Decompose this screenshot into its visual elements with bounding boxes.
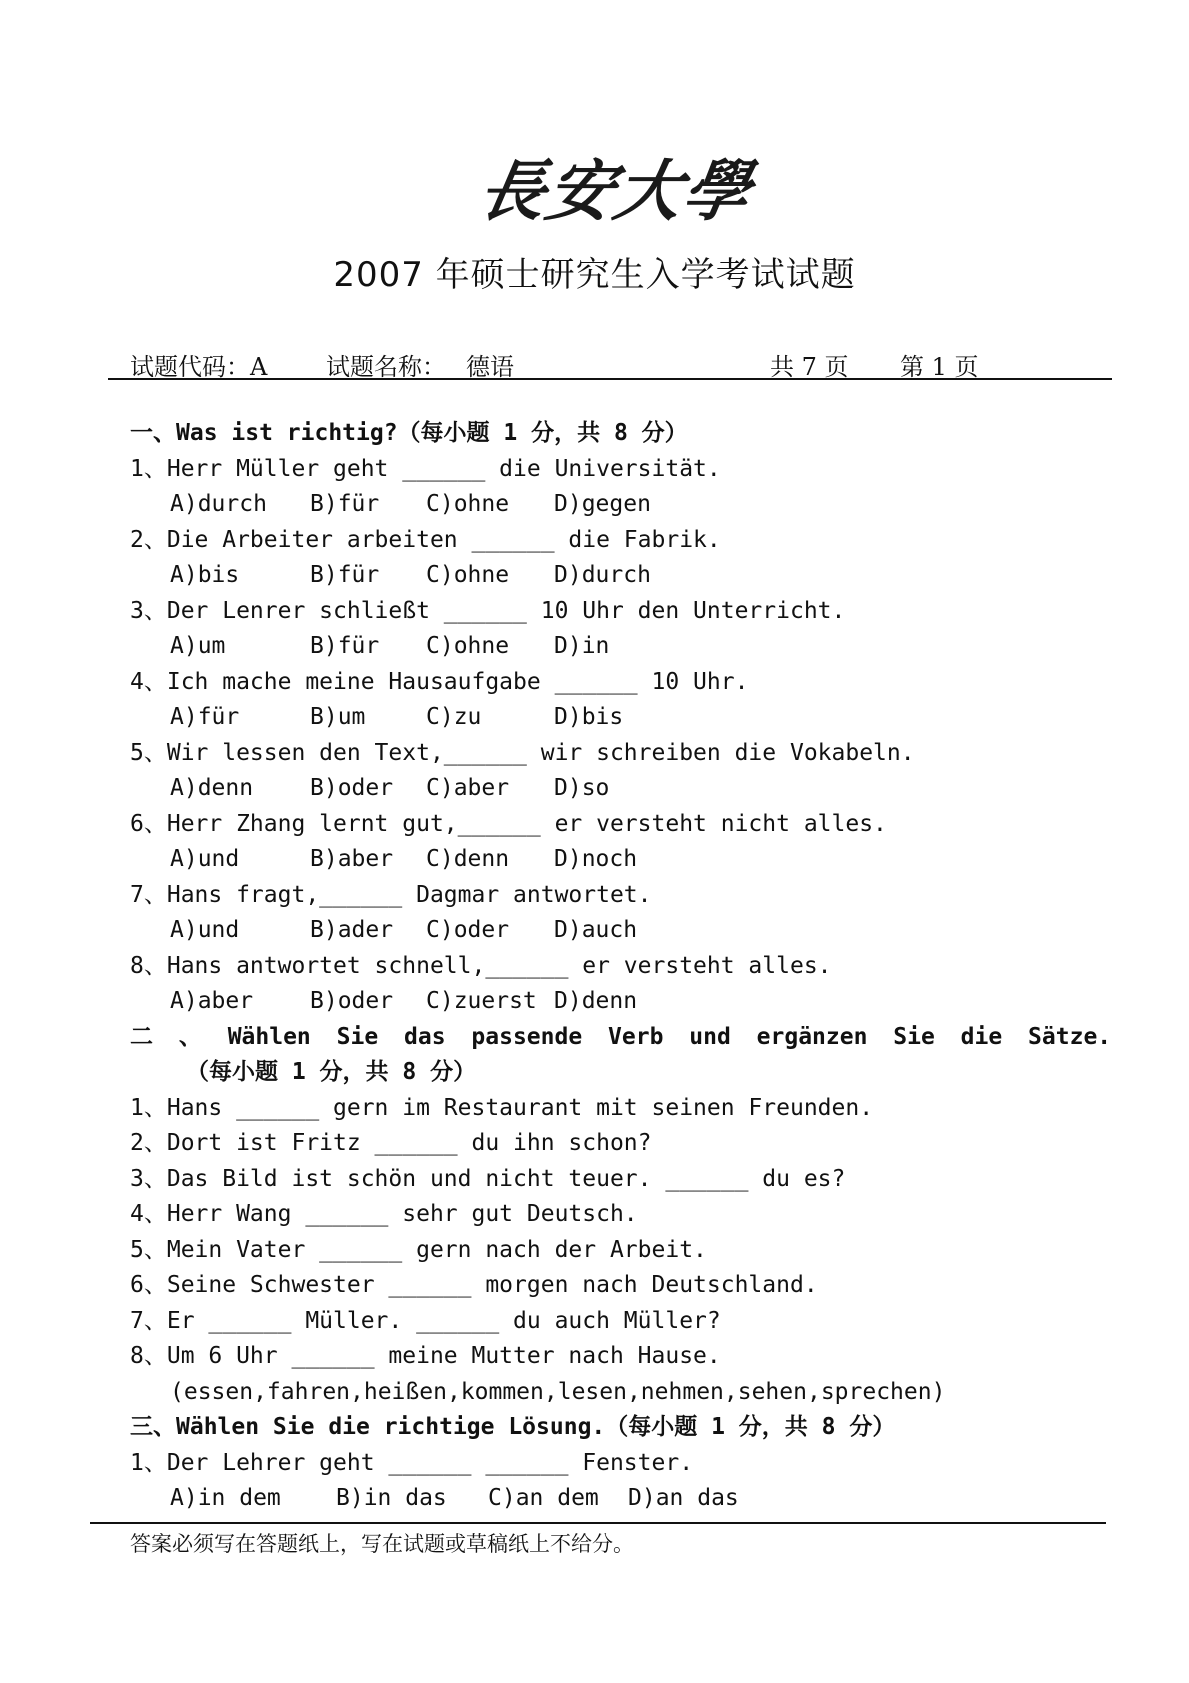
fill-question-4: 4、Herr Wang ______ sehr gut Deutsch.: [130, 1201, 638, 1227]
option-d: D)in: [554, 633, 610, 659]
option-a: A)denn: [170, 775, 254, 801]
option-c: C)ohne: [426, 491, 510, 517]
question-4-options: [130, 700, 1090, 736]
fill-question-2: 2、Dort ist Fritz ______ du ihn schon?: [130, 1130, 652, 1156]
exam-name-value: 德语: [466, 353, 514, 381]
section-1-questions: [130, 452, 1090, 1020]
option-d: D)noch: [554, 846, 638, 872]
question-6-options: [130, 842, 1090, 878]
header-rule: [108, 378, 1112, 380]
option-c: C)ohne: [426, 562, 510, 588]
option-c: C)ohne: [426, 633, 510, 659]
option-d: D)so: [554, 775, 610, 801]
question-1: 1、Der Lehrer geht ______ ______ Fenster.: [130, 1449, 694, 1476]
option-c: C)zu: [426, 704, 482, 730]
option-a: A)durch: [170, 491, 267, 517]
option-b: B)oder: [310, 988, 394, 1014]
question-3: 3、Der Lenrer schließt ______ 10 Uhr den Unterricht.: [130, 597, 846, 624]
option-d: D)auch: [554, 917, 638, 943]
exam-code: 试题代码：A: [130, 353, 268, 381]
section-3-questions: [130, 1446, 1090, 1517]
option-b: B)für: [310, 633, 380, 659]
option-a: A)bis: [170, 562, 240, 588]
option-d: D)gegen: [554, 491, 651, 517]
option-a: A)für: [170, 704, 240, 730]
word-bank: (essen,fahren,heißen,kommen,lesen,nehmen,sehen,sprechen): [170, 1378, 946, 1405]
question-3-options: [130, 629, 1090, 665]
question-2: 2、Die Arbeiter arbeiten ______ die Fabrik.: [130, 526, 721, 553]
fill-question-5: 5、Mein Vater ______ gern nach der Arbeit.: [130, 1236, 707, 1263]
option-c: C)aber: [426, 775, 510, 801]
fill-question-8: 8、Um 6 Uhr ______ meine Mutter nach Hause.: [130, 1343, 721, 1369]
fill-question-7: 7、Er ______ Müller. ______ du auch Müller?: [130, 1307, 721, 1334]
fill-question-1: 1、Hans ______ gern im Restaurant mit seinen Freunden.: [130, 1094, 874, 1121]
exam-content: [130, 416, 1112, 1517]
question-5: 5、Wir lessen den Text,______ wir schreiben die Vokabeln.: [130, 739, 915, 766]
question-6: 6、Herr Zhang lernt gut,______ er versteht nicht alles.: [130, 810, 887, 837]
option-c: C)zuerst: [426, 988, 537, 1014]
option-a: A)und: [170, 846, 240, 872]
option-d: D)an das: [628, 1485, 739, 1511]
option-b: B)ader: [310, 917, 394, 943]
exam-info-bar: [130, 347, 1110, 381]
option-d: D)durch: [554, 562, 651, 588]
option-b: B)für: [310, 491, 380, 517]
option-c: C)an dem: [488, 1485, 599, 1511]
option-c: C)denn: [426, 846, 510, 872]
exam-name-label: 试题名称：: [326, 353, 446, 381]
section-2-title: 二 、 Wählen Sie das passende Verb und ergänzen Sie die Sätze.: [130, 1023, 1112, 1050]
question-1-options: [130, 1481, 1090, 1517]
option-c: C)oder: [426, 917, 510, 943]
exam-title: 2007 年硕士研究生入学考试试题: [333, 255, 856, 295]
university-logo: 長安大學: [472, 152, 759, 230]
section-2-questions: [130, 1091, 1090, 1375]
option-b: B)um: [310, 704, 366, 730]
fill-question-3: 3、Das Bild ist schön und nicht teuer. ______ du es?: [130, 1165, 846, 1192]
footer-rule: [90, 1522, 1106, 1524]
option-b: B)für: [310, 562, 380, 588]
option-b: B)in das: [336, 1485, 447, 1511]
question-2-options: [130, 558, 1090, 594]
question-1: 1、Herr Müller geht ______ die Universität.: [130, 455, 721, 482]
question-1-options: [130, 487, 1090, 523]
option-b: B)aber: [310, 846, 394, 872]
option-a: A)und: [170, 917, 240, 943]
section-2-subtitle: （每小题 1 分，共 8 分）: [186, 1059, 477, 1085]
fill-question-6: 6、Seine Schwester ______ morgen nach Deutschland.: [130, 1272, 818, 1298]
option-d: D)bis: [554, 704, 624, 730]
total-pages: 共 7 页: [770, 353, 849, 381]
footer-note: 答案必须写在答题纸上，写在试题或草稿纸上不给分。: [130, 1532, 634, 1556]
option-d: D)denn: [554, 988, 638, 1014]
question-8-options: [130, 984, 1090, 1020]
option-a: A)aber: [170, 988, 254, 1014]
question-8: 8、Hans antwortet schnell,______ er versteht alles.: [130, 952, 832, 979]
question-7: 7、Hans fragt,______ Dagmar antwortet.: [130, 881, 652, 908]
question-4: 4、Ich mache meine Hausaufgabe ______ 10 Uhr.: [130, 668, 749, 695]
option-b: B)oder: [310, 775, 394, 801]
option-a: A)in dem: [170, 1485, 281, 1511]
question-7-options: [130, 913, 1090, 949]
question-5-options: [130, 771, 1090, 807]
section-1-title: 一、Was ist richtig?（每小题 1 分，共 8 分）: [130, 420, 688, 446]
page-number: 第 1 页: [900, 353, 979, 381]
option-a: A)um: [170, 633, 226, 659]
section-3-title: 三、Wählen Sie die richtige Lösung.（每小题 1 分，共 8 分）: [130, 1414, 896, 1440]
